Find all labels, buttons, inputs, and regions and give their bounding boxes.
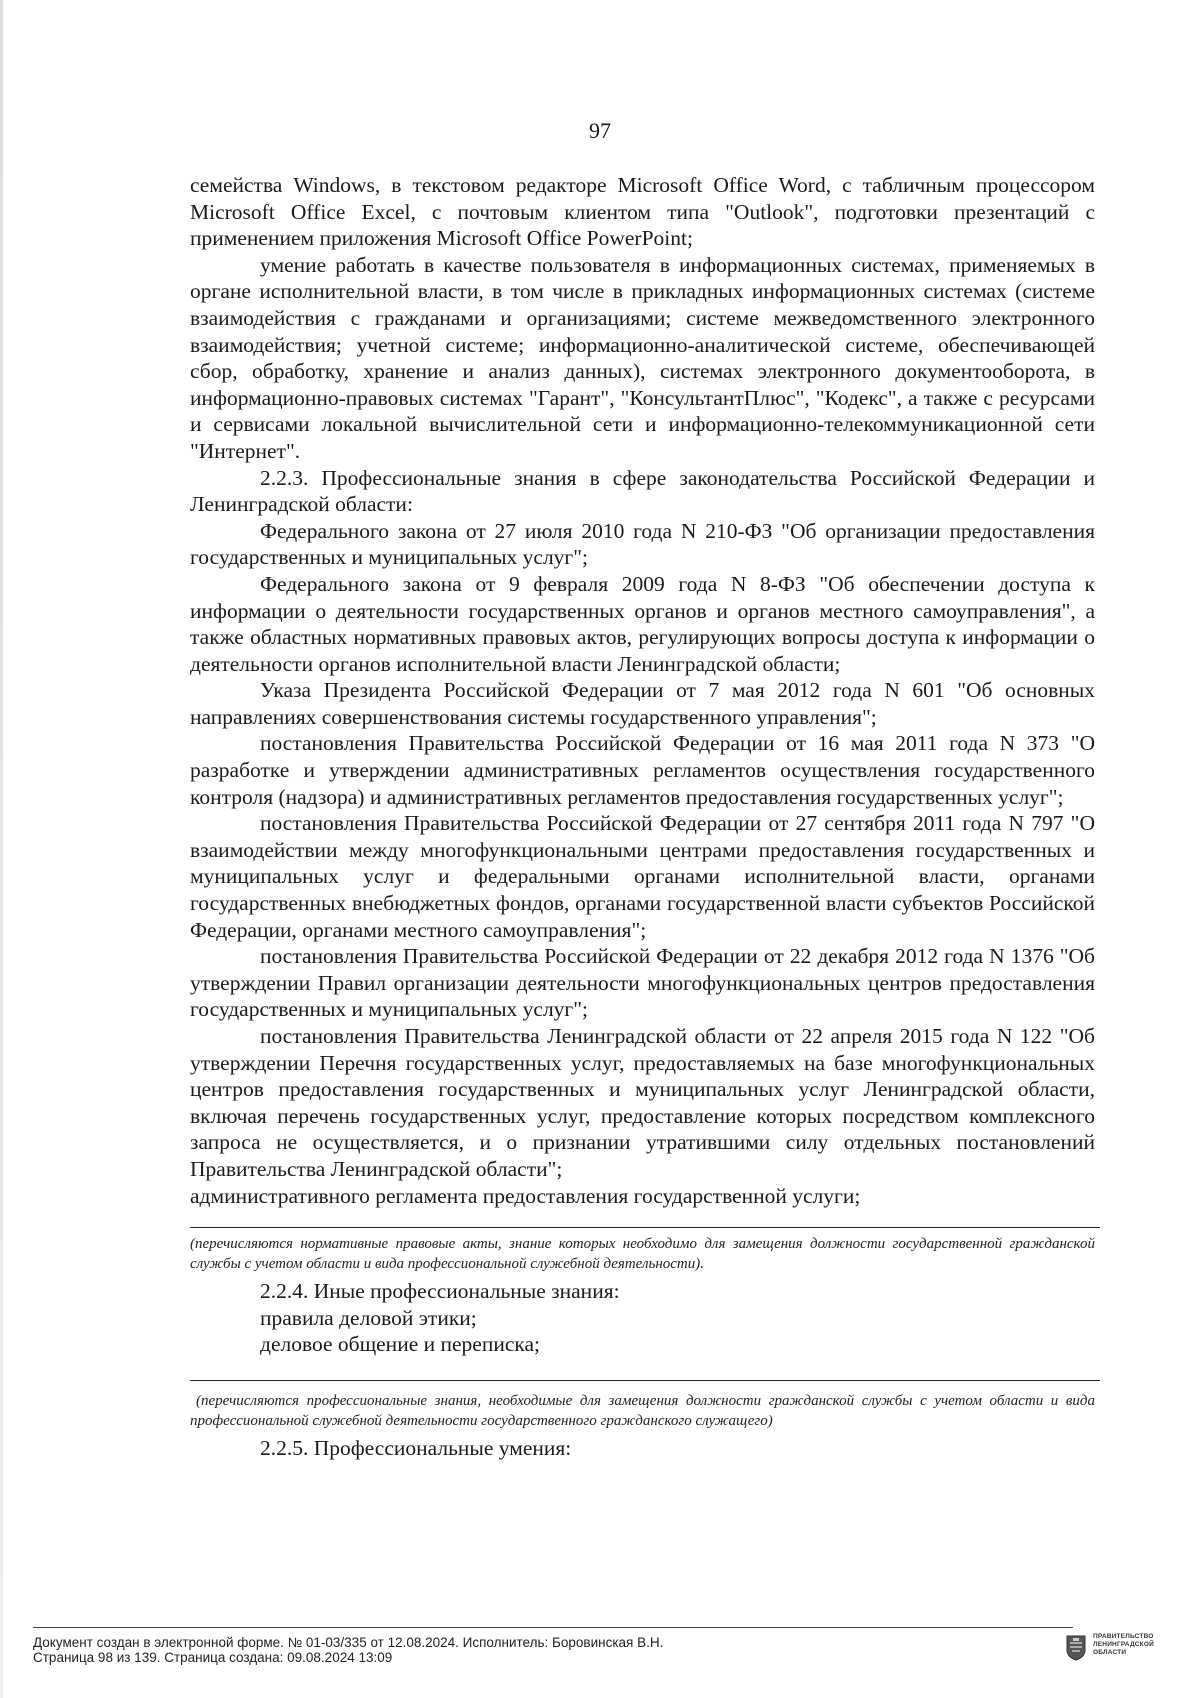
paragraph: Указа Президента Российской Федерации от 7 мая 2012 года N 601 "Об основных направлениях совершенствования системы государственного управления"; [190,678,1095,729]
footer-line: Страница 98 из 139. Страница создана: 09.08.2024 13:09 [33,1650,393,1665]
scan-edge [0,0,3,1698]
coat-of-arms-icon [1066,1635,1086,1661]
section-heading: 2.2.4. Иные профессиональные знания: [260,1279,620,1304]
section-heading: 2.2.5. Профессиональные умения: [260,1435,572,1460]
document-body [190,172,1095,1462]
paragraph: постановления Правительства Российской Федерации от 27 сентября 2011 года N 797 "О взаимодействии между многофункциональными центрами предоставления государственных и муниципальных услуг и федеральными органами исполнительной власти, органами государственных внебюджетных фондов, органами государственной власти субъектов Российской Федерации, органами местного самоуправления"; [190,811,1095,942]
paragraph: Федерального закона от 9 февраля 2009 года N 8-ФЗ "Об обеспечении доступа к информации о деятельности государственных органов и органов местного самоуправления", а также областных нормативных правовых актов, регулирующих вопросы доступа к информации о деятельности органов исполнительной власти Ленинградской области; [190,571,1095,676]
paragraph: семейства Windows, в текстовом редакторе Microsoft Office Word, с табличным процессором Microsoft Office Excel, с почтовым клиентом типа "Outlook", подготовки презентаций с применением приложения Microsoft Office PowerPoint; [190,173,1095,251]
paragraph: правила деловой этики; [260,1305,477,1330]
fill-in-line [190,1380,1100,1381]
fill-in-line [190,1227,1100,1228]
paragraph: постановления Правительства Ленинградской области от 22 апреля 2015 года N 122 "Об утверждении Перечня государственных услуг, предоставляемых на базе многофункциональных центров предоставления государственных и муниципальных услуг Ленинградской области, включая перечень государственных услуг, предоставление которых посредством комплексного запроса не осуществляется, и о признании утратившими силу отдельных постановлений Правительства Ленинградской области"; [190,1024,1095,1181]
footer-divider [33,1627,1073,1628]
section-heading: 2.2.3. Профессиональные знания в сфере законодательства Российской Федерации и Ленинградской области: [190,465,1095,517]
paragraph: постановления Правительства Российской Федерации от 22 декабря 2012 года N 1376 "Об утверждении Правил организации деятельности многофункциональных центров предоставления государственных и муниципальных услуг"; [190,944,1095,1022]
paragraph: постановления Правительства Российской Федерации от 16 мая 2011 года N 373 "О разработке и утверждении административных регламентов осуществления государственного контроля (надзора) и административных регламентов предоставления государственных услуг"; [190,731,1095,809]
page-number: 97 [589,118,611,143]
footer-line: Документ создан в электронной форме. № 01-03/335 от 12.08.2024. Исполнитель: Боровинская В.Н. [33,1635,664,1650]
paragraph: административного регламента предоставления государственной услуги; [190,1183,861,1208]
logo-text-line: ПРАВИТЕЛЬСТВО [1093,1633,1154,1640]
footnote: (перечисляются нормативные правовые акты, знание которых необходимо для замещения должности государственной гражданской службы с учетом области и вида профессиональной служебной деятельности). [190,1236,1095,1273]
paragraph: умение работать в качестве пользователя в информационных системах, применяемых в органе исполнительной власти, в том числе в прикладных информационных системах (системе взаимодействия с гражданами и организациями; системе межведомственного электронного взаимодействия; учетной системе; информационно-аналитической системе, обеспечивающей сбор, обработку, хранение и анализ данных), системах электронного документооборота, в информационно-правовых системах "Гарант", "КонсультантПлюс", "Кодекс", а также с ресурсами и сервисами локальной вычислительной сети и информационно-телекоммуникационной сети "Интернет". [190,252,1095,463]
logo-text-line: ЛЕНИНГРАДСКОЙ [1093,1641,1154,1648]
paragraph: деловое общение и переписка; [260,1332,541,1357]
document-footer [33,1635,1168,1665]
footnote: (перечисляются профессиональные знания, необходимые для замещения должности гражданской службы с учетом области и вида профессиональной служебной деятельности государственного гражданского служащего) [190,1392,1095,1429]
government-logo [1066,1633,1176,1667]
logo-text-line: ОБЛАСТИ [1093,1649,1127,1656]
paragraph: Федерального закона от 27 июля 2010 года N 210-ФЗ "Об организации предоставления государственных и муниципальных услуг"; [190,518,1095,570]
